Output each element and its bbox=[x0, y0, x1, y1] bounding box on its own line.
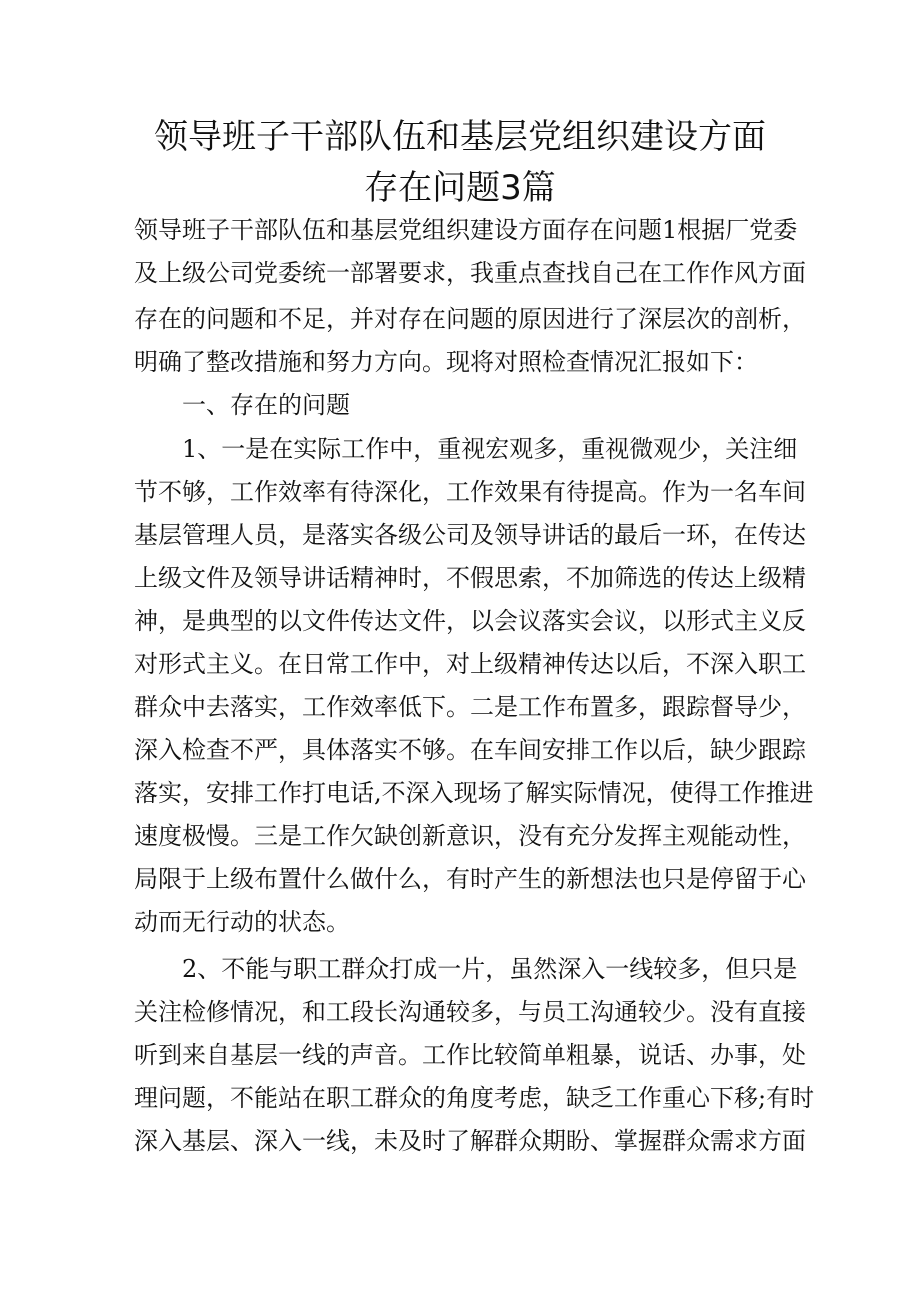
paragraph-2-line-1: 2、不能与职工群众打成一片，虽然深入一线较多，但只是 bbox=[182, 955, 798, 983]
paragraph-1-line-4: 上级文件及领导讲话精神时，不假思索，不加筛选的传达上级精 bbox=[134, 564, 806, 592]
paragraph-2-line-4: 理问题，不能站在职工群众的角度考虑，缺乏工作重心下移;有时 bbox=[134, 1084, 815, 1112]
intro-line-1: 领导班子干部队伍和基层党组织建设方面存在问题1根据厂党委 bbox=[134, 216, 798, 244]
paragraph-1-line-12: 动而无行动的状态。 bbox=[134, 908, 350, 936]
section-heading: 一、存在的问题 bbox=[182, 391, 350, 419]
intro-line-2: 及上级公司党委统一部署要求，我重点查找自己在工作作风方面 bbox=[134, 259, 806, 287]
document-title-line-1: 领导班子干部队伍和基层党组织建设方面 bbox=[154, 117, 766, 157]
paragraph-1-line-1: 1、一是在实际工作中，重视宏观多，重视微观少，关注细 bbox=[182, 435, 798, 463]
paragraph-1-line-9: 落实，安排工作打电话,不深入现场了解实际情况，使得工作推进 bbox=[134, 779, 814, 807]
paragraph-1-line-8: 深入检查不严，具体落实不够。在车间安排工作以后，缺少跟踪 bbox=[134, 736, 806, 764]
paragraph-1-line-3: 基层管理人员，是落实各级公司及领导讲话的最后一环，在传达 bbox=[134, 521, 806, 549]
paragraph-1-line-11: 局限于上级布置什么做什么，有时产生的新想法也只是停留于心 bbox=[134, 865, 806, 893]
paragraph-1-line-6: 对形式主义。在日常工作中，对上级精神传达以后，不深入职工 bbox=[134, 650, 806, 678]
paragraph-1-line-7: 群众中去落实，工作效率低下。二是工作布置多，跟踪督导少， bbox=[134, 693, 806, 721]
paragraph-1-line-5: 神，是典型的以文件传达文件，以会议落实会议，以形式主义反 bbox=[134, 607, 806, 635]
intro-line-4: 明确了整改措施和努力方向。现将对照检查情况汇报如下： bbox=[134, 348, 758, 376]
intro-line-3: 存在的问题和不足，并对存在问题的原因进行了深层次的剖析， bbox=[134, 305, 806, 333]
paragraph-1-line-2: 节不够，工作效率有待深化，工作效果有待提高。作为一名车间 bbox=[134, 478, 806, 506]
paragraph-2-line-2: 关注检修情况，和工段长沟通较多，与员工沟通较少。没有直接 bbox=[134, 998, 806, 1026]
paragraph-2-line-5: 深入基层、深入一线，未及时了解群众期盼、掌握群众需求方面 bbox=[134, 1127, 806, 1155]
paragraph-1-line-10: 速度极慢。三是工作欠缺创新意识，没有充分发挥主观能动性， bbox=[134, 822, 806, 850]
paragraph-2-line-3: 听到来自基层一线的声音。工作比较简单粗暴，说话、办事，处 bbox=[134, 1041, 806, 1069]
document-title-line-2: 存在问题3篇 bbox=[364, 168, 556, 208]
